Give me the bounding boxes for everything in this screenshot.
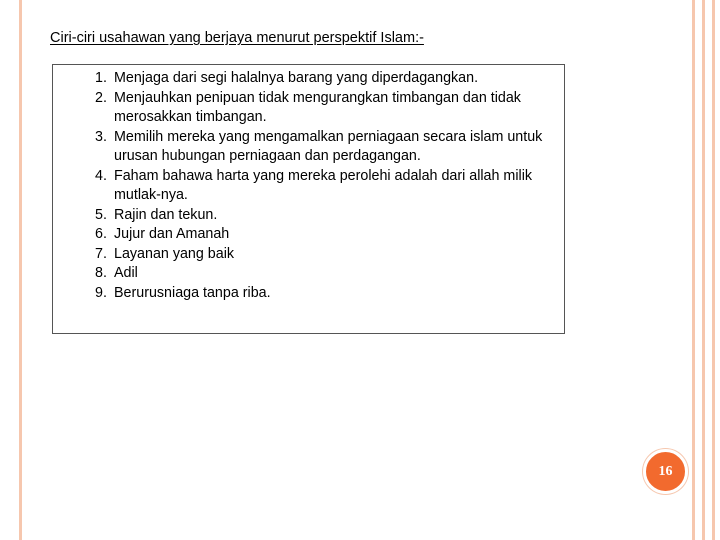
list-item — [95, 245, 565, 265]
list-item-number: 4. — [95, 167, 107, 184]
list-item-number: 7. — [95, 245, 107, 262]
right-border-decoration — [688, 0, 720, 540]
list-item — [95, 264, 565, 284]
list-item-text: Menjaga dari segi halalnya barang yang diperdagangkan. — [114, 70, 479, 86]
list-item — [95, 225, 565, 245]
list-item-text: Memilih mereka yang mengamalkan perniagaan secara islam untuk urusan hubungan perniagaan dan perdagangan. — [114, 128, 543, 164]
list-item-text: Jujur dan Amanah — [114, 226, 230, 242]
list-item-number: 3. — [95, 128, 107, 145]
list-item-text: Adil — [114, 265, 138, 281]
list-item — [95, 89, 565, 128]
list-item — [95, 128, 565, 167]
right-border-line — [702, 0, 705, 540]
list-item — [95, 69, 565, 89]
right-border-line — [712, 0, 715, 540]
list-item-number: 9. — [95, 284, 107, 301]
list-item-number: 6. — [95, 226, 107, 242]
right-border-line — [692, 0, 695, 540]
list-item-text: Layanan yang baik — [114, 245, 235, 262]
list-item-number: 1. — [95, 70, 107, 86]
list-item-text: Berurusniaga tanpa riba. — [114, 284, 271, 301]
list-item-text: Menjauhkan penipuan tidak mengurangkan timbangan dan tidak merosakkan timbangan. — [114, 89, 521, 125]
slide-title: Ciri-ciri usahawan yang berjaya menurut perspektif Islam:- — [50, 30, 424, 46]
list-item-text: Faham bahawa harta yang mereka perolehi adalah dari allah milik mutlak-nya. — [114, 167, 533, 203]
list-item — [95, 167, 565, 206]
list-item-text: Rajin dan tekun. — [114, 206, 218, 223]
characteristics-list — [95, 69, 565, 303]
list-item — [95, 206, 565, 226]
list-item — [95, 284, 565, 304]
list-item-number: 8. — [95, 265, 107, 281]
list-item-number: 5. — [95, 206, 107, 223]
list-item-number: 2. — [95, 89, 107, 106]
left-border-decoration — [0, 0, 22, 540]
page-number-badge: 16 — [643, 449, 688, 494]
